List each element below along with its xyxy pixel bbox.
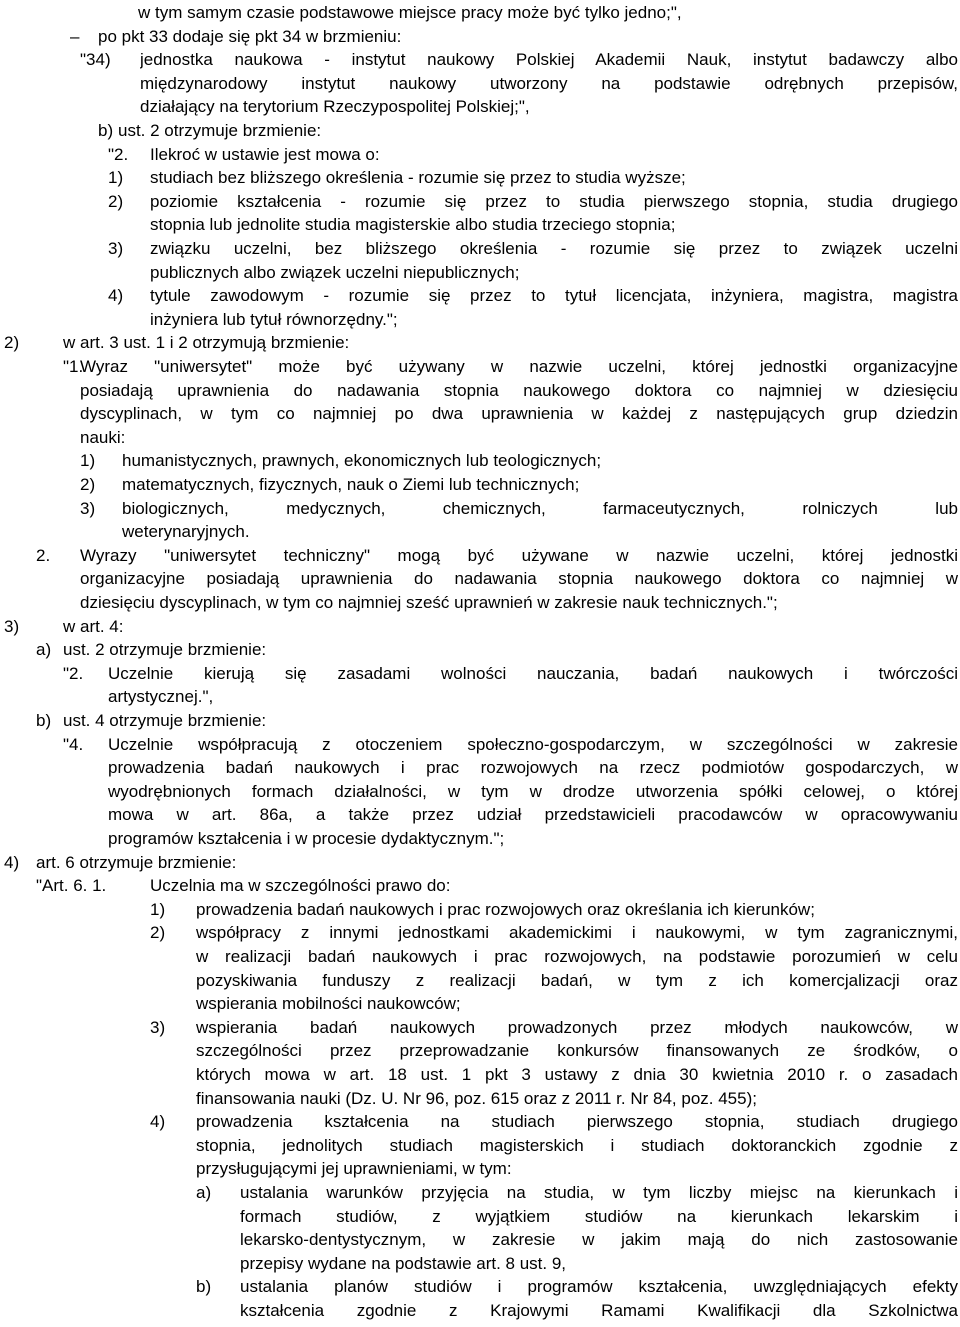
line-text: organizacyjne posiadają uprawnienia do nadawania stopnia naukowego doktora co najmniej w: [80, 569, 958, 589]
text-line: [0, 544, 960, 568]
text-line: [0, 1299, 960, 1323]
line-text: lekarsko-dentystycznym, w zakresie w jakim mają do nich zastosowanie: [240, 1230, 958, 1250]
text-line: [0, 237, 960, 261]
text-line: [0, 1181, 960, 1205]
text-line: [0, 143, 960, 167]
text-line: [0, 638, 960, 662]
line-text: poziomie kształcenia - rozumie się przez to studia pierwszego stopnia, studia drugiego: [150, 191, 958, 211]
text-line: [0, 945, 960, 969]
text-line: [0, 803, 960, 827]
text-line: [0, 1016, 960, 1040]
text-line: [0, 1134, 960, 1158]
enumeration-label: "2.: [63, 663, 84, 683]
text-line: [0, 1, 960, 25]
text-line: [0, 851, 960, 875]
line-text: weterynaryjnych.: [122, 522, 250, 542]
text-line: [0, 992, 960, 1016]
line-text: ust. 2 otrzymuje brzmienie:: [63, 640, 267, 660]
enumeration-label: 3): [108, 239, 124, 258]
line-text: posiadają uprawnienia do nadawania stopnia naukowego doktora co najmniej w dziesięciu: [80, 380, 958, 400]
enumeration-label: a): [196, 1183, 212, 1202]
enumeration-label: a): [36, 640, 52, 660]
text-line: [0, 520, 960, 544]
line-text: Uczelnia ma w szczególności prawo do:: [150, 876, 451, 896]
enumeration-label: b): [36, 711, 52, 730]
line-text: po pkt 33 dodaje się pkt 34 w brzmieniu:: [98, 26, 402, 46]
line-text: kształcenia zgodnie z Krajowymi Ramami Kwalifikacji dla Szkolnictwa: [240, 1301, 958, 1320]
text-line: [0, 308, 960, 332]
text-line: [0, 119, 960, 143]
line-text: stopnia lub jednolite studia magisterskie albo studia trzeciego stopnia;: [150, 215, 676, 235]
line-text: programów kształcenia i w procesie dydaktycznym.";: [108, 829, 505, 848]
line-text: art. 6 otrzymuje brzmienie:: [36, 852, 237, 872]
line-text: ustalania warunków przyjęcia na studia, w tym liczby miejsc na kierunkach i: [240, 1183, 958, 1202]
text-line: [0, 25, 960, 49]
enumeration-label: b): [98, 121, 114, 140]
line-text: finansowania nauki (Dz. U. Nr 96, poz. 615 oraz z 2011 r. Nr 84, poz. 455);: [196, 1088, 757, 1108]
enumeration-label: 4): [108, 286, 124, 306]
enumeration-label: b): [196, 1277, 212, 1297]
line-text: prowadzenia badań naukowych i prac rozwojowych oraz określania ich kierunków;: [196, 899, 815, 919]
line-text: stopnia, jednolitych studiach magisterskich i studiach doktoranckich zgodnie z: [196, 1135, 958, 1155]
line-text: w tym samym czasie podstawowe miejsce pracy może być tylko jedno;",: [138, 3, 682, 22]
enumeration-label: 2): [80, 475, 96, 494]
text-line: [0, 662, 960, 686]
line-text: działający na terytorium Rzeczypospolitej Polskiej;",: [140, 97, 530, 117]
line-text: współpracy z innymi jednostkami akademickimi i naukowymi, w tym zagranicznymi,: [196, 923, 958, 943]
line-text: których mowa w art. 18 ust. 1 pkt 3 ustawy z dnia 30 kwietnia 2010 r. o zasadach: [196, 1065, 958, 1084]
enumeration-label: –: [70, 26, 80, 46]
text-line: [0, 1063, 960, 1087]
text-line: [0, 898, 960, 922]
line-text: pozyskiwania funduszy z realizacji badań, w tym z ich komercjalizacji oraz: [196, 970, 958, 990]
enumeration-label: 2): [150, 923, 166, 943]
enumeration-label: 2): [4, 333, 20, 353]
line-text: międzynarodowy instytut naukowy utworzony na podstawie odrębnych przepisów,: [140, 73, 958, 93]
line-text: Uczelnie współpracują z otoczeniem społeczno-gospodarczym, w szczególności w zakresie: [108, 734, 958, 754]
line-text: biologicznych, medycznych, chemicznych, farmaceutycznych, rolniczych lub: [122, 498, 958, 518]
enumeration-label: "1.: [63, 357, 84, 376]
text-line: [0, 921, 960, 945]
text-line: [0, 449, 960, 473]
text-line: [0, 379, 960, 403]
line-text: w art. 3 ust. 1 i 2 otrzymują brzmienie:: [63, 333, 350, 353]
text-line: [0, 733, 960, 757]
line-text: przepisy wydane na podstawie art. 8 ust. 9,: [240, 1253, 567, 1273]
text-line: [0, 331, 960, 355]
line-text: dziesięciu dyscyplinach, w tym co najmniej sześć uprawnień w zakresie nauk technicznych.";: [80, 593, 778, 612]
line-text: ust. 4 otrzymuje brzmienie:: [63, 711, 267, 730]
enumeration-label: 2): [108, 191, 124, 211]
text-line: [0, 1205, 960, 1229]
line-text: wspierania badań naukowych prowadzonych przez młodych naukowców, w: [196, 1017, 958, 1037]
text-line: [0, 72, 960, 96]
enumeration-label: "34): [80, 50, 111, 70]
text-line: [0, 1228, 960, 1252]
enumeration-label: 4): [4, 852, 20, 872]
line-text: studiach bez bliższego określenia - rozumie się przez to studia wyższe;: [150, 168, 686, 188]
line-text: w art. 4:: [63, 616, 124, 636]
text-line: [0, 497, 960, 521]
text-line: [0, 213, 960, 237]
enumeration-label: 1): [80, 451, 96, 471]
text-line: [0, 355, 960, 379]
enumeration-label: 3): [80, 498, 96, 518]
line-text: Wyraz "uniwersytet" może być używany w nazwie uczelni, której jednostki organizacyjne: [80, 357, 958, 376]
text-line: [0, 685, 960, 709]
line-text: Ilekroć w ustawie jest mowa o:: [150, 144, 380, 164]
text-line: [0, 567, 960, 591]
enumeration-label: "4.: [63, 734, 84, 754]
text-line: [0, 874, 960, 898]
line-text: przysługującymi jej uprawnieniami, w tym:: [196, 1159, 512, 1179]
text-line: [0, 190, 960, 214]
line-text: Uczelnie kierują się zasadami wolności nauczania, badań naukowych i twórczości: [108, 663, 958, 683]
line-text: inżyniera lub tytuł równorzędny.";: [150, 309, 398, 329]
text-line: [0, 426, 960, 450]
text-line: [0, 166, 960, 190]
enumeration-label: "2.: [108, 144, 129, 164]
enumeration-label: 1): [150, 899, 166, 919]
line-text: szczególności przez przeprowadzanie konkursów finansowanych ze środków, o: [196, 1041, 958, 1061]
enumeration-label: "Art. 6. 1.: [36, 876, 107, 896]
enumeration-label: 1): [108, 168, 124, 188]
line-text: wyodrębnionych formach działalności, w tym w drodze utworzenia spółki celowej, o której: [108, 781, 958, 801]
line-text: formach studiów, z wyjątkiem studiów na kierunkach lekarskim i: [240, 1206, 958, 1226]
line-text: dyscyplinach, w tym co najmniej po dwa uprawnienia w każdej z następujących grup dziedzin: [80, 404, 958, 424]
line-text: prowadzenia kształcenia na studiach pierwszego stopnia, studiach drugiego: [196, 1112, 958, 1132]
line-text: matematycznych, fizycznych, nauk o Ziemi lub technicznych;: [122, 475, 580, 494]
text-line: [0, 1157, 960, 1181]
line-text: prowadzenia badań naukowych i prac rozwojowych na rzecz podmiotów gospodarczych, w: [108, 758, 958, 778]
text-line: [0, 1087, 960, 1111]
text-line: [0, 1275, 960, 1299]
text-line: [0, 827, 960, 851]
enumeration-label: 4): [150, 1112, 166, 1132]
line-text: humanistycznych, prawnych, ekonomicznych lub teologicznych;: [122, 451, 602, 471]
line-text: artystycznej.",: [108, 687, 214, 707]
enumeration-label: 2.: [36, 545, 51, 565]
enumeration-label: 3): [4, 616, 20, 636]
text-line: [0, 969, 960, 993]
text-line: [0, 709, 960, 733]
line-text: związku uczelni, bez bliższego określenia - rozumie się przez to związek uczelni: [150, 239, 958, 258]
line-text: tytule zawodowym - rozumie się przez to tytuł licencjata, inżyniera, magistra, magistra: [150, 286, 958, 306]
text-line: [0, 95, 960, 119]
text-line: [0, 402, 960, 426]
enumeration-label: 3): [150, 1017, 166, 1037]
line-text: wspierania mobilności naukowców;: [196, 994, 461, 1014]
text-line: [0, 591, 960, 615]
line-text: jednostka naukowa - instytut naukowy Polskiej Akademii Nauk, instytut badawczy albo: [140, 50, 958, 70]
line-text: w realizacji badań naukowych i prac rozwojowych, na podstawie porozumień w celu: [196, 947, 958, 966]
line-text: nauki:: [80, 427, 126, 447]
line-text: mowa w art. 86a, a także przez udział przedstawicieli pracodawców w opracowywaniu: [108, 805, 958, 825]
line-text: publicznych albo związek uczelni niepublicznych;: [150, 262, 520, 282]
text-line: [0, 48, 960, 72]
text-line: [0, 1110, 960, 1134]
text-line: [0, 615, 960, 639]
text-line: [0, 284, 960, 308]
line-text: ustalania planów studiów i programów kształcenia, uwzględniających efekty: [240, 1277, 958, 1297]
line-text: ust. 2 otrzymuje brzmienie:: [118, 121, 322, 140]
line-text: Wyrazy "uniwersytet techniczny" mogą być używane w nazwie uczelni, której jednostki: [80, 545, 958, 565]
text-line: [0, 1039, 960, 1063]
text-line: [0, 473, 960, 497]
text-line: [0, 780, 960, 804]
text-line: [0, 756, 960, 780]
text-line: [0, 1252, 960, 1276]
text-line: [0, 261, 960, 285]
